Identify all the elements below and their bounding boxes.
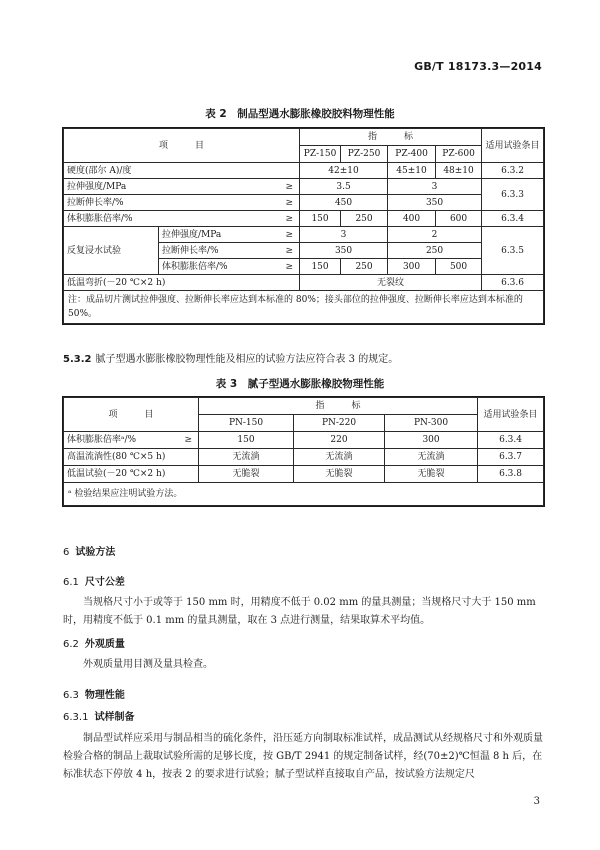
row-tensile-elong-clause: 6.3.3 [482,179,544,211]
standard-code: GB/T 18173.3—2014 [414,60,542,73]
row-tensile-v1: 3.5 [300,179,388,195]
row-swell-label: 体积膨胀倍率/% [64,211,270,227]
table2 [63,128,544,324]
t3-row-lowtemp-clause: 6.3.8 [478,466,544,483]
section-6-1-heading [63,573,125,588]
row-hardness-v3: 48±10 [436,163,482,179]
table2-caption: 表 2 制品型遇水膨胀橡胶胶料物理性能 [205,108,395,120]
clause-5-3-2 [63,351,543,369]
t3-row-swell-clause: 6.3.4 [478,432,544,449]
row-hardness-label: 硬度(邵尔 A)/度 [64,163,300,179]
table2-col-pz150: PZ-150 [300,146,341,163]
row-repeat-sub3-v4: 500 [436,259,482,275]
row-repeat-sub3-v3: 300 [388,259,436,275]
t3-row-flow-v1: 无流淌 [199,449,294,466]
table3-col-pn220: PN-220 [294,415,385,432]
row-tensile-ge: ≥ [270,179,300,195]
t3-row-flow-v2: 无流淌 [294,449,385,466]
t3-row-lowtemp-v1: 无脆裂 [199,466,294,483]
clause-5-3-2-text: 腻子型遇水膨胀橡胶物理性能及相应的试验方法应符合表 3 的规定。 [95,354,399,365]
row-elong-v2: 350 [388,195,482,211]
section-6-num: 6 [63,547,70,558]
row-repeat-sub1-v2: 2 [388,227,482,243]
section-6-3-1-num: 6.3.1 [63,712,89,723]
row-repeat-sub3-ge: ≥ [270,259,300,275]
row-swell-v1: 150 [300,211,341,227]
row-repeat-sub2-v1: 350 [300,243,388,259]
t3-row-flow-clause: 6.3.7 [478,449,544,466]
section-6-2-num: 6.2 [63,639,79,650]
section-6-3-num: 6.3 [63,690,79,701]
table3-index-header: 指 标 [199,398,478,415]
row-hardness-v1: 42±10 [300,163,388,179]
row-repeat-sub2-ge: ≥ [270,243,300,259]
section-6-1-num: 6.1 [63,577,79,588]
table3-col-pn150: PN-150 [199,415,294,432]
table2-col-pz250: PZ-250 [341,146,388,163]
table2-item-header: 项 目 [64,129,300,163]
section-6-3-heading [63,686,125,701]
row-elong-label: 拉断伸长率/% [64,195,270,211]
t3-row-flow-v3: 无流淌 [385,449,478,466]
t3-row-flow-ge [169,449,199,466]
row-repeat-clause: 6.3.5 [482,227,544,275]
table2-index-header: 指 标 [300,129,482,146]
t3-row-swell-ge: ≥ [169,432,199,449]
t3-row-lowtemp-label: 低温试验(－20 ℃×2 h) [64,466,169,483]
paragraph-6-1: 当规格尺寸小于或等于 150 mm 时，用精度不低于 0.02 mm 的量具测量；当规格尺寸大于 150 mm 时，用精度不低于 0.1 mm 的量具测量，取在 3 点进行测量，结果取算术平均值。 [63,597,536,626]
row-repeat-sub2-label: 拉断伸长率/% [159,243,270,259]
row-tensile-v2: 3 [388,179,482,195]
row-repeat-sub2-v2: 250 [388,243,482,259]
table3-footnote: ᵃ 检验结果应注明试验方法。 [64,483,544,506]
row-repeat-label: 反复浸水试验 [64,227,159,275]
row-repeat-sub3-label: 体积膨胀倍率/% [159,259,270,275]
section-6-3-1-heading [63,708,134,723]
row-swell-v3: 400 [388,211,436,227]
row-repeat-sub1-label: 拉伸强度/MPa [159,227,270,243]
clause-5-3-2-num: 5.3.2 [63,354,92,365]
table3 [63,397,544,506]
row-repeat-sub3-v1: 150 [300,259,341,275]
section-6-title: 试验方法 [75,547,116,558]
t3-row-swell-label: 体积膨胀倍率ᵃ/% [64,432,169,449]
row-repeat-sub1-v1: 3 [300,227,388,243]
t3-row-lowtemp-v2: 无脆裂 [294,466,385,483]
t3-row-swell-v3: 300 [385,432,478,449]
page-number: 3 [533,796,540,807]
row-hardness-v2: 45±10 [388,163,436,179]
row-tensile-label: 拉伸强度/MPa [64,179,270,195]
row-repeat-sub3-v2: 250 [341,259,388,275]
t3-row-swell-v2: 220 [294,432,385,449]
row-lowtemp-value: 无裂纹 [300,275,482,291]
t3-row-lowtemp-ge [169,466,199,483]
t3-row-lowtemp-v3: 无脆裂 [385,466,478,483]
table3-col-pn300: PN-300 [385,415,478,432]
table3-item-header: 项 目 [64,398,199,432]
section-6-3-1-title: 试样制备 [94,712,135,723]
t3-row-swell-v1: 150 [199,432,294,449]
row-elong-ge: ≥ [270,195,300,211]
section-6-2-heading [63,635,125,650]
table3-caption: 表 3 腻子型遇水膨胀橡胶物理性能 [215,378,385,390]
table2-note: 注：成品切片测试拉伸强度、拉断伸长率应达到本标准的 80%；接头部位的拉伸强度、拉断伸长率应达到本标准的 50%。 [64,291,544,324]
table2-col-pz600: PZ-600 [436,146,482,163]
section-6-1-title: 尺寸公差 [84,577,125,588]
row-swell-clause: 6.3.4 [482,211,544,227]
row-hardness-clause: 6.3.2 [482,163,544,179]
row-repeat-sub1-ge: ≥ [270,227,300,243]
table2-clause-header: 适用试验条目 [482,129,544,163]
section-6-2-title: 外观质量 [84,639,125,650]
row-elong-v1: 450 [300,195,388,211]
table2-col-pz400: PZ-400 [388,146,436,163]
section-6-heading [63,543,115,558]
row-lowtemp-label: 低温弯折(－20 ℃×2 h) [64,275,300,291]
row-swell-v2: 250 [341,211,388,227]
table3-clause-header: 适用试验条目 [478,398,544,432]
section-6-3-title: 物理性能 [84,690,125,701]
paragraph-6-2: 外观质量用目测及量具检查。 [83,659,213,670]
row-swell-ge: ≥ [270,211,300,227]
row-swell-v4: 600 [436,211,482,227]
t3-row-flow-label: 高温流淌性(80 ℃×5 h) [64,449,169,466]
row-lowtemp-clause: 6.3.6 [482,275,544,291]
paragraph-6-3-1: 制品型试样应采用与制品相当的硫化条件，沿压延方向制取标准试样，成品测试从经规格尺寸和外观质量检验合格的制品上裁取试验所需的足够长度，按 GB/T 2941 的规定制备试样，经(70±2)℃恒温 8 h 后，在标准状态下停放 4 h，按表 2 的要求进行试验；腻子型试样直接取自产品，按试验方法规定尺 [63,733,543,780]
